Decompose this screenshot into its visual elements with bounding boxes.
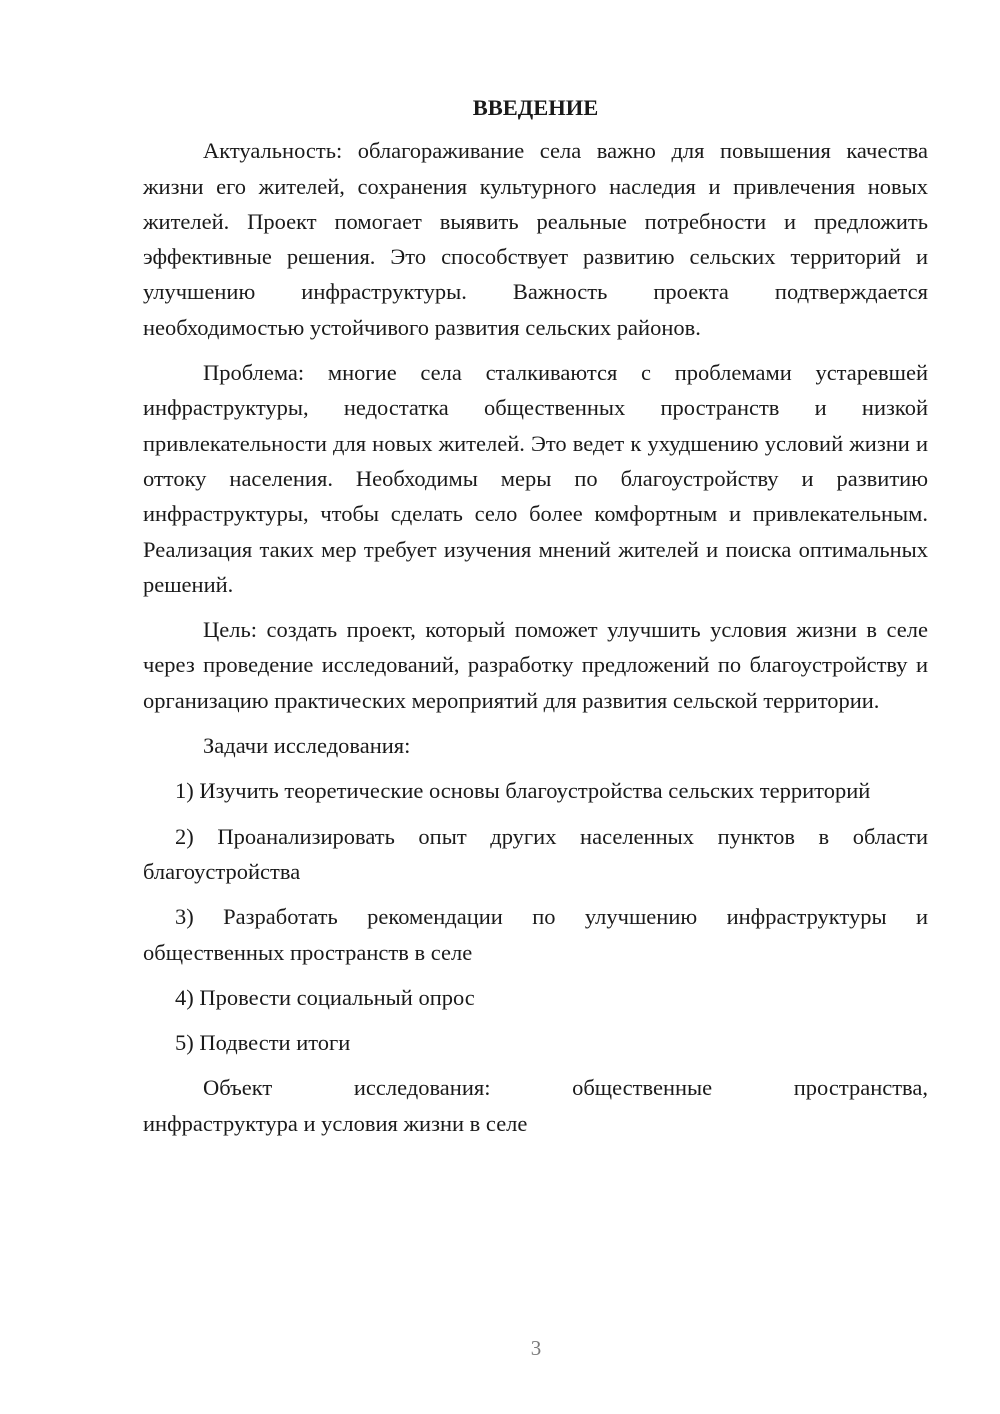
goal-paragraph: Цель: создать проект, который поможет улучшить условия жизни в селе через проведение исследований, разработку предложений по благоустройству и организацию практических мероприятий для развития сельской территории. bbox=[143, 617, 928, 713]
tasks-title: Задачи исследования: bbox=[203, 733, 411, 759]
task-item-4: 4) Провести социальный опрос bbox=[175, 984, 475, 1010]
object-paragraph-line-2: инфраструктура и условия жизни в селе bbox=[143, 1110, 528, 1136]
page-number: 3 bbox=[530, 1336, 542, 1360]
relevance-paragraph: Актуальность: облагораживание села важно для повышения качества жизни его жителей, сохранения культурного наследия и привлечения новых жителей. Проект помогает выявить реальные потребности и предложить эффективные решения. Это способствует развитию сельских территорий и улучшению инфраструктуры. Важность проекта подтверждается необходимостью устойчивого развития сельских районов. bbox=[143, 138, 928, 340]
section-heading: ВВЕДЕНИЕ bbox=[472, 95, 599, 120]
task-item-3: 3) Разработать рекомендации по улучшению инфраструктуры и общественных пространств в селе bbox=[143, 904, 928, 965]
problem-paragraph: Проблема: многие села сталкиваются с проблемами устаревшей инфраструктуры, недостатка общественных пространств и низкой привлекательности для новых жителей. Это ведет к ухудшению условий жизни и оттоку населения. Необходимы меры по благоустройству и развитию инфраструктуры, чтобы сделать село более комфортным и привлекательным. Реализация таких мер требует изучения мнений жителей и поиска оптимальных решений. bbox=[143, 360, 928, 597]
task-item-2: 2) Проанализировать опыт других населенных пунктов в области благоустройства bbox=[143, 823, 928, 884]
page-content bbox=[143, 90, 928, 1141]
task-item-1: 1) Изучить теоретические основы благоустройства сельских территорий bbox=[175, 778, 871, 804]
object-paragraph-line-1: Объект исследования: общественные пространства, bbox=[203, 1075, 928, 1101]
task-item-5: 5) Подвести итоги bbox=[175, 1030, 351, 1056]
